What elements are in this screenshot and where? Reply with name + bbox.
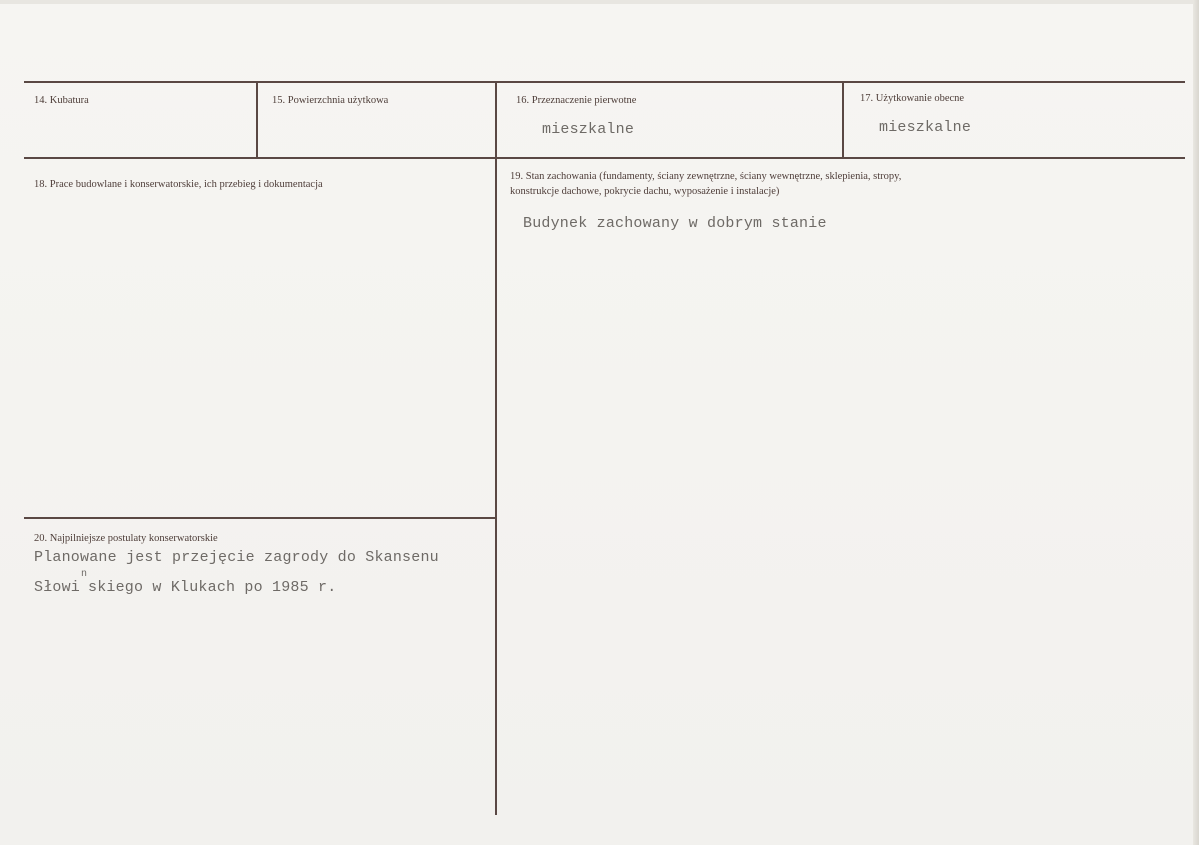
field-18-label: 18. Prace budowlane i konserwatorskie, ich przebieg i dokumentacja [34, 179, 323, 190]
field-19-label-line1: 19. Stan zachowania (fundamenty, ściany zewnętrzne, ściany wewnętrzne, sklepienia, stropy, [510, 171, 902, 182]
divider-15-16 [495, 82, 497, 815]
field-19-value: Budynek zachowany w dobrym stanie [523, 215, 827, 232]
field-18-bottom-rule [24, 517, 496, 519]
field-15-label: 15. Powierzchnia użytkowa [272, 95, 389, 106]
field-20-value-line1: Planowane jest przejęcie zagrody do Skansenu [34, 549, 439, 566]
divider-14-15 [256, 82, 258, 158]
divider-16-17 [842, 82, 844, 158]
field-20-value-line2-start: Słowi [34, 579, 81, 596]
field-16-label: 16. Przeznaczenie pierwotne [516, 95, 637, 106]
field-19-label-line2: konstrukcje dachowe, pokrycie dachu, wyposażenie i instalacje) [510, 186, 780, 197]
row1-bottom-rule [24, 157, 1185, 159]
top-rule [24, 81, 1185, 83]
field-14-label: 14. Kubatura [34, 95, 89, 106]
field-16-value: mieszkalne [542, 121, 635, 138]
field-17-label: 17. Użytkowanie obecne [860, 93, 965, 104]
card-top-edge [0, 0, 1199, 4]
field-20-inserted-letter: n [81, 569, 88, 580]
field-17-value: mieszkalne [879, 119, 972, 136]
field-20-value-line2-end: skiego w Klukach po 1985 r. [88, 579, 337, 596]
field-20-label: 20. Najpilniejsze postulaty konserwatorskie [34, 533, 218, 544]
card-right-edge [1193, 0, 1199, 845]
